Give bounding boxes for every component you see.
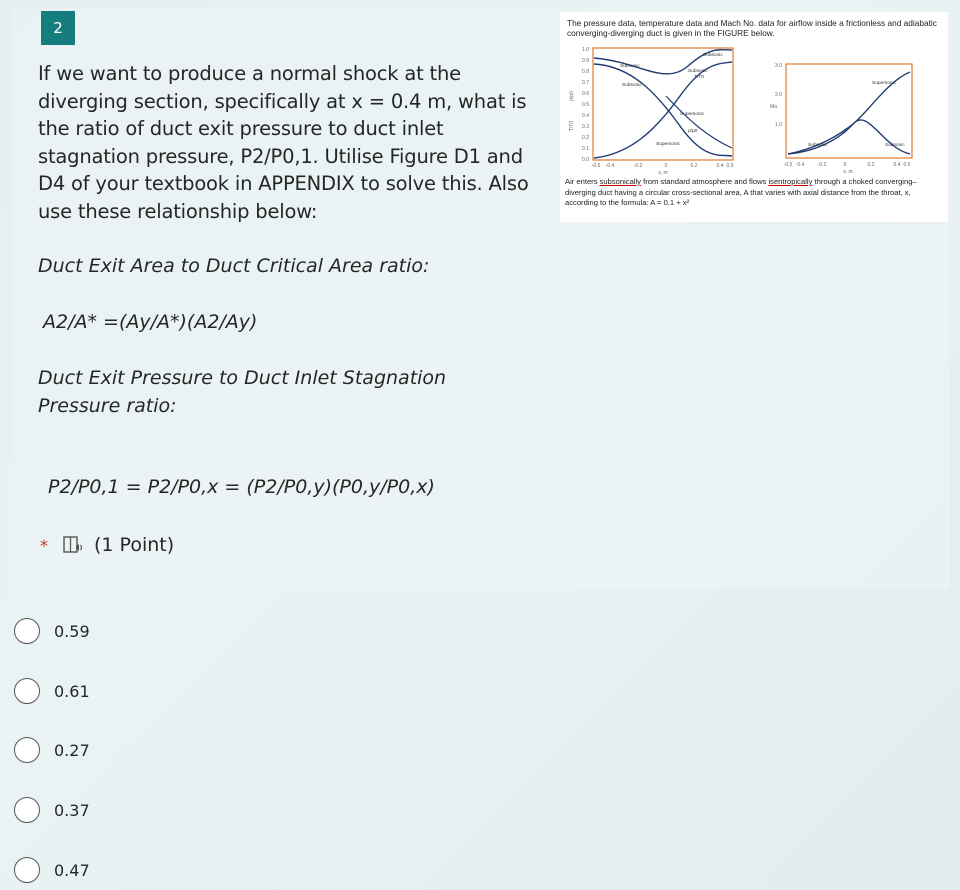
option-2[interactable] bbox=[14, 678, 90, 704]
mach-x-tick-05: 0.5 bbox=[903, 162, 911, 168]
option-label: 0.61 bbox=[54, 681, 90, 701]
x-tick-m05: -0.5 bbox=[591, 163, 601, 169]
label-supersonic-2: Supersonic bbox=[656, 142, 680, 147]
y-tick-0-3: 0.3 bbox=[582, 124, 589, 130]
y-tick-0-5: 0.5 bbox=[582, 102, 589, 108]
label-subsonic-1: Subsonic bbox=[620, 64, 640, 69]
y-tick-0-4: 0.4 bbox=[582, 113, 589, 119]
option-label: 0.59 bbox=[54, 621, 90, 641]
radio-button[interactable] bbox=[14, 618, 40, 644]
label-p-ratio: p/p0 bbox=[688, 129, 698, 134]
option-3[interactable] bbox=[14, 737, 90, 763]
mach-y-label: Ma bbox=[770, 104, 777, 110]
y-tick-0-8: 0.8 bbox=[582, 69, 589, 75]
question-figure bbox=[560, 12, 948, 222]
label-subsonic-4: Subsonic bbox=[688, 69, 708, 74]
mach-x-label: x, m bbox=[843, 169, 853, 175]
pressure-supersonic-curve bbox=[666, 96, 732, 148]
y-tick-0-9: 0.9 bbox=[582, 58, 589, 64]
points-label: (1 Point) bbox=[94, 534, 175, 556]
mach-label-supersonic: Supersonic bbox=[872, 81, 896, 86]
radio-button[interactable] bbox=[14, 737, 40, 763]
caption-text-1: Air enters bbox=[565, 177, 600, 186]
x-tick-02: 0.2 bbox=[690, 163, 698, 169]
mach-x-tick-0: 0 bbox=[843, 162, 847, 168]
y-axis-label-p: p/p0 bbox=[569, 91, 575, 101]
x-tick-m04: -0.4 bbox=[605, 163, 615, 169]
option-1[interactable] bbox=[14, 618, 90, 644]
label-subsonic-2: Subsonic bbox=[622, 83, 642, 88]
pressure-temperature-plot bbox=[560, 36, 760, 176]
y-tick-0-7: 0.7 bbox=[582, 80, 589, 86]
mach-x-tick-m05: -0.5 bbox=[783, 162, 793, 168]
question-meta bbox=[40, 534, 174, 556]
option-label: 0.47 bbox=[54, 860, 90, 880]
caption-text-3: through a choked converging–diverging duct having a circular cross-sectional area, A that varies with axial distance from the throat, x, according to the formula: A = 0.1 + x² bbox=[565, 177, 917, 207]
mach-number-plot bbox=[758, 56, 948, 176]
option-4[interactable] bbox=[14, 797, 90, 823]
label-t-ratio: T/T0 bbox=[694, 75, 704, 80]
mach-x-tick-m04: -0.4 bbox=[795, 162, 805, 168]
radio-button[interactable] bbox=[14, 857, 40, 883]
mach-label-subsonic-left: Subsonic bbox=[808, 143, 828, 148]
option-label: 0.27 bbox=[54, 740, 90, 760]
caption-text-2: from standard atmosphere and flows bbox=[640, 177, 769, 186]
x-axis-label: x, m bbox=[658, 170, 668, 176]
caption-underlined-2: isentropically bbox=[768, 177, 813, 186]
x-tick-04: 0.4 bbox=[716, 163, 724, 169]
mach-y-tick-2: 2.0 bbox=[775, 92, 782, 98]
label-supersonic-1: Supersonic bbox=[680, 112, 704, 117]
y-tick-0-1: 0.1 bbox=[582, 146, 589, 152]
x-tick-m02: -0.2 bbox=[633, 163, 643, 169]
option-label: 0.37 bbox=[54, 800, 90, 820]
immersive-reader-icon[interactable] bbox=[62, 534, 84, 556]
mach-x-tick-04: 0.4 bbox=[893, 162, 901, 168]
y-tick-0-2: 0.2 bbox=[582, 135, 589, 141]
caption-underlined-1: subsonically bbox=[599, 177, 641, 186]
pressure-ratio-heading: Duct Exit Pressure to Duct Inlet Stagnation Pressure ratio: bbox=[38, 367, 447, 417]
radio-button[interactable] bbox=[14, 678, 40, 704]
y-tick-0-6: 0.6 bbox=[582, 91, 589, 97]
y-tick-1-0: 1.0 bbox=[582, 47, 589, 53]
mach-y-tick-1: 1.0 bbox=[775, 122, 782, 128]
x-tick-0: 0 bbox=[664, 163, 668, 169]
y-tick-0-0: 0.0 bbox=[582, 157, 589, 163]
required-marker: * bbox=[40, 535, 48, 555]
x-tick-05: 0.5 bbox=[726, 163, 734, 169]
y-axis-label-t: T/T0 bbox=[569, 120, 575, 132]
question-text: If we want to produce a normal shock at the diverging section, specifically at x = 0.4 m, what is the ratio of duct exit pressure to duct inlet stagnation pressure, P2/P0,1. Utilise Figure D1 and D4 of your textbook in APPENDIX to solve this. Also use these relationship below: bbox=[38, 62, 529, 223]
question-number: 2 bbox=[41, 11, 75, 45]
option-5[interactable] bbox=[14, 857, 90, 883]
pressure-ratio-formula: P2/P0,1 = P2/P0,x = (P2/P0,y)(P0,y/P0,x) bbox=[48, 476, 435, 498]
mach-x-tick-02: 0.2 bbox=[867, 162, 875, 168]
label-subsonic-3: Subsonic bbox=[703, 53, 723, 58]
radio-button[interactable] bbox=[14, 797, 40, 823]
mach-label-subsonic-right: Subsonic bbox=[885, 143, 905, 148]
figure-caption-top: The pressure data, temperature data and Mach No. data for airflow inside a frictionless and adiabatic converging-diverging duct is given in the FIGURE below. bbox=[567, 18, 937, 38]
figure-caption-bottom bbox=[565, 177, 945, 209]
mach-x-tick-m02: -0.2 bbox=[817, 162, 827, 168]
mach-y-tick-3: 3.0 bbox=[775, 63, 782, 69]
area-ratio-formula: A2/A* =(Ay/A*)(A2/Ay) bbox=[43, 311, 258, 333]
area-ratio-heading: Duct Exit Area to Duct Critical Area ratio: bbox=[38, 255, 430, 277]
